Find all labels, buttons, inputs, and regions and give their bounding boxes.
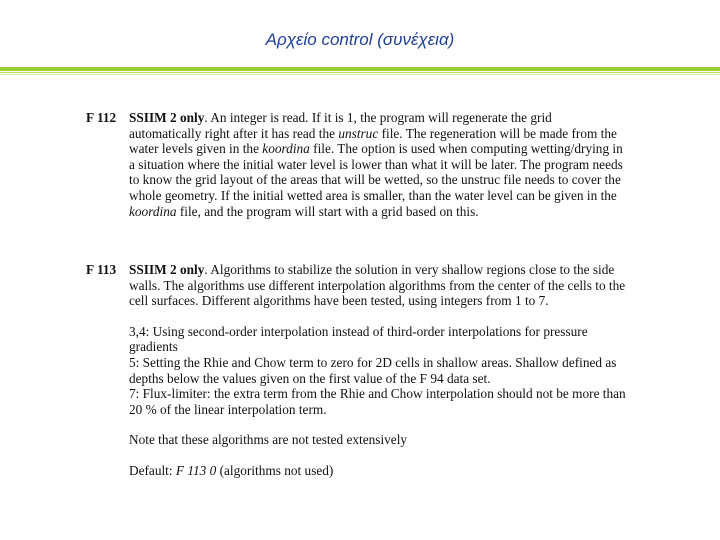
option-7: 7: Flux-limiter: the extra term from the Rhie and Chow interpolation should not be more than 20 % of the linear interpolation term. — [129, 386, 626, 417]
slide-title: Αρχείο control (συνέχεια) — [265, 30, 455, 49]
default-suffix: (algorithms not used) — [216, 462, 334, 478]
option-34: 3,4: Using second-order interpolation instead of third-order interpolations for pressure gradients — [129, 323, 588, 355]
entry-code: F 113 — [86, 262, 117, 277]
entry-text-part: file. The option is used when computing wetting/drying in a situation where the initial water level is lower than what it will be later. The program needs to know the grid layout of the areas that will be wetted, so the unstruc file needs to cover the whole geometry. If the initial wetted area is smaller, than the water level can be given in the — [129, 141, 623, 203]
entry-f112 — [86, 110, 626, 219]
file-name: koordina — [262, 141, 310, 157]
entry-text-part: file, and the program will start with a grid based on this. — [176, 203, 479, 219]
entry-text-part: file. The regeneration will be made from the water levels given in the — [129, 125, 617, 157]
entry-f113 — [86, 262, 626, 479]
entry-lead: SSIIM 2 only — [129, 262, 205, 277]
entry-description — [129, 110, 626, 219]
file-name: koordina — [129, 203, 177, 219]
default-line — [129, 463, 626, 479]
option-5: 5: Setting the Rhie and Chow term to zero for 2D cells in shallow areas. Shallow defined as depths below the values given on the first value of the F 94 data set. — [129, 354, 617, 386]
entry-description — [129, 262, 626, 479]
entry-lead: SSIIM 2 only — [129, 110, 205, 125]
entry-paragraph — [129, 262, 626, 309]
title-divider — [0, 67, 720, 71]
default-value: F 113 0 — [175, 462, 217, 478]
title-divider-thin — [0, 72, 720, 73]
title-divider-faint — [0, 74, 720, 75]
entry-text-part: . Algorithms to stabilize the solution in very shallow regions close to the side walls. The algorithms use different interpolation algorithms from the center of the cells to the cell surfaces. Different algorithms have been tested, using integers from 1 to 7. — [129, 262, 626, 309]
entry-text-part: . An integer is read. If it is 1, the program will regenerate the grid automatically right after it has read the — [129, 110, 552, 141]
file-name: unstruc — [338, 125, 379, 141]
option-list — [129, 324, 626, 418]
default-label: Default: — [129, 462, 176, 478]
entry-code: F 112 — [86, 110, 117, 125]
note: Note that these algorithms are not tested extensively — [129, 432, 408, 448]
